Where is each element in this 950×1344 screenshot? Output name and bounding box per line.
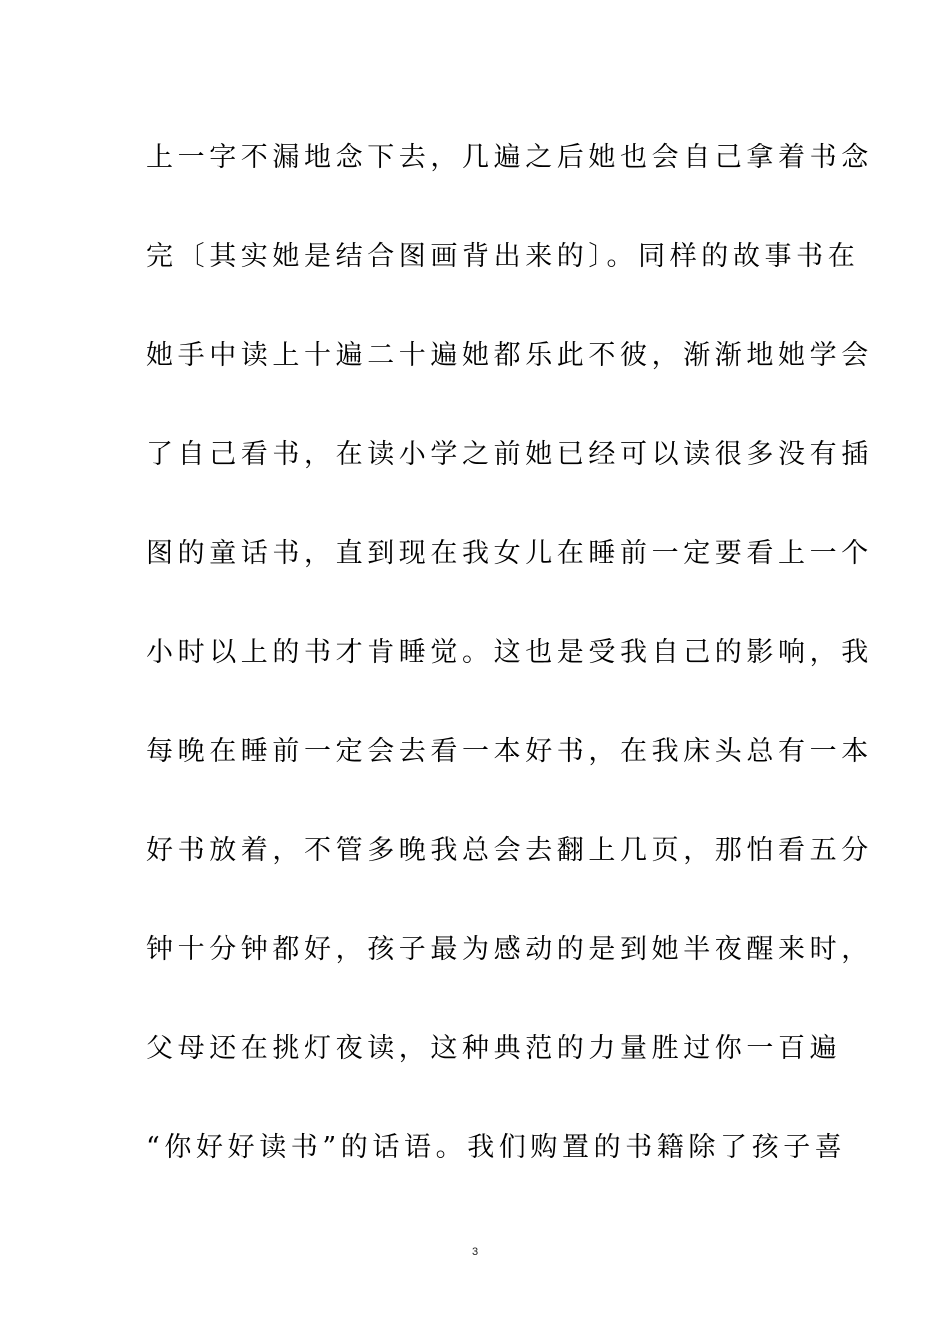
body-text [146,128,873,1217]
text-line: 上一字不漏地念下去，几遍之后她也会自己拿着书念 [146,142,873,173]
text-line: 图的童话书，直到现在我女儿在睡前一定要看上一个 [146,538,873,569]
page-number: 3 [471,1246,479,1258]
text-line: 完〔其实她是结合图画背出来的〕。同样的故事书在 [146,241,860,272]
text-line: 她手中读上十遍二十遍她都乐此不彼，渐渐地她学会 [146,340,873,371]
text-line: 每晚在睡前一定会去看一本好书，在我床头总有一本 [146,736,873,767]
text-line: 父母还在挑灯夜读，这种典范的力量胜过你一百遍 [146,1033,842,1064]
text-line: 好书放着，不管多晚我总会去翻上几页，那怕看五分 [146,835,873,866]
text-line: 钟十分钟都好，孩子最为感动的是到她半夜醒来时， [146,934,873,965]
text-line: “你好好读书”的话语。我们购置的书籍除了孩子喜 [146,1132,847,1163]
text-line: 了自己看书，在读小学之前她已经可以读很多没有插 [146,439,873,470]
text-line: 小时以上的书才肯睡觉。这也是受我自己的影响，我 [146,637,873,668]
